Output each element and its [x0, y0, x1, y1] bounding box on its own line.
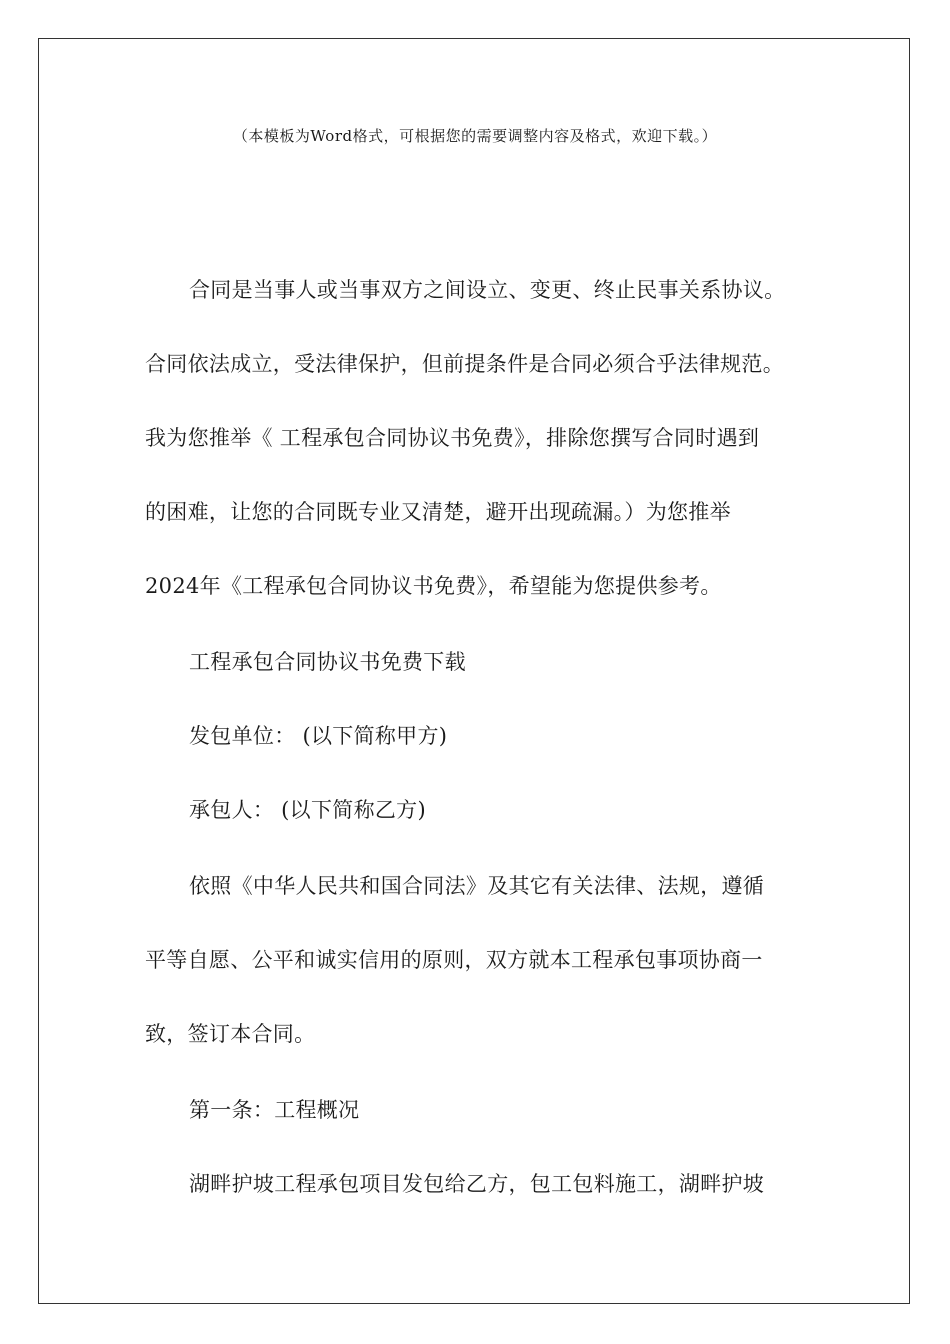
paragraph-line-10: 平等自愿、公平和诚实信用的原则，双方就本工程承包事项协商一 — [145, 948, 763, 972]
paragraph-line-9: 依照《中华人民共和国合同法》及其它有关法律、法规，遵循 — [189, 874, 765, 898]
contractee-party-line: 承包人： (以下简称乙方) — [189, 798, 426, 822]
article-one-heading: 第一条：工程概况 — [189, 1098, 360, 1122]
page-border — [38, 38, 910, 1304]
paragraph-line-11: 致，签订本合同。 — [145, 1022, 316, 1046]
template-note: （本模板为Word格式，可根据您的需要调整内容及格式，欢迎下载。） — [232, 127, 718, 145]
paragraph-line-3: 我为您推举《 工程承包合同协议书免费》，排除您撰写合同时遇到 — [145, 426, 760, 450]
paragraph-line-13: 湖畔护坡工程承包项目发包给乙方，包工包料施工，湖畔护坡 — [189, 1172, 765, 1196]
paragraph-line-5: 2024年《工程承包合同协议书免费》，希望能为您提供参考。 — [145, 574, 722, 598]
paragraph-line-2: 合同依法成立，受法律保护，但前提条件是合同必须合乎法律规范。 — [145, 352, 784, 376]
paragraph-line-1: 合同是当事人或当事双方之间设立、变更、终止民事关系协议。 — [189, 278, 786, 302]
contractor-party-line: 发包单位： (以下简称甲方) — [189, 724, 448, 748]
paragraph-line-4: 的困难，让您的合同既专业又清楚，避开出现疏漏。）为您推举 — [145, 500, 731, 524]
document-title: 工程承包合同协议书免费下载 — [189, 650, 466, 674]
